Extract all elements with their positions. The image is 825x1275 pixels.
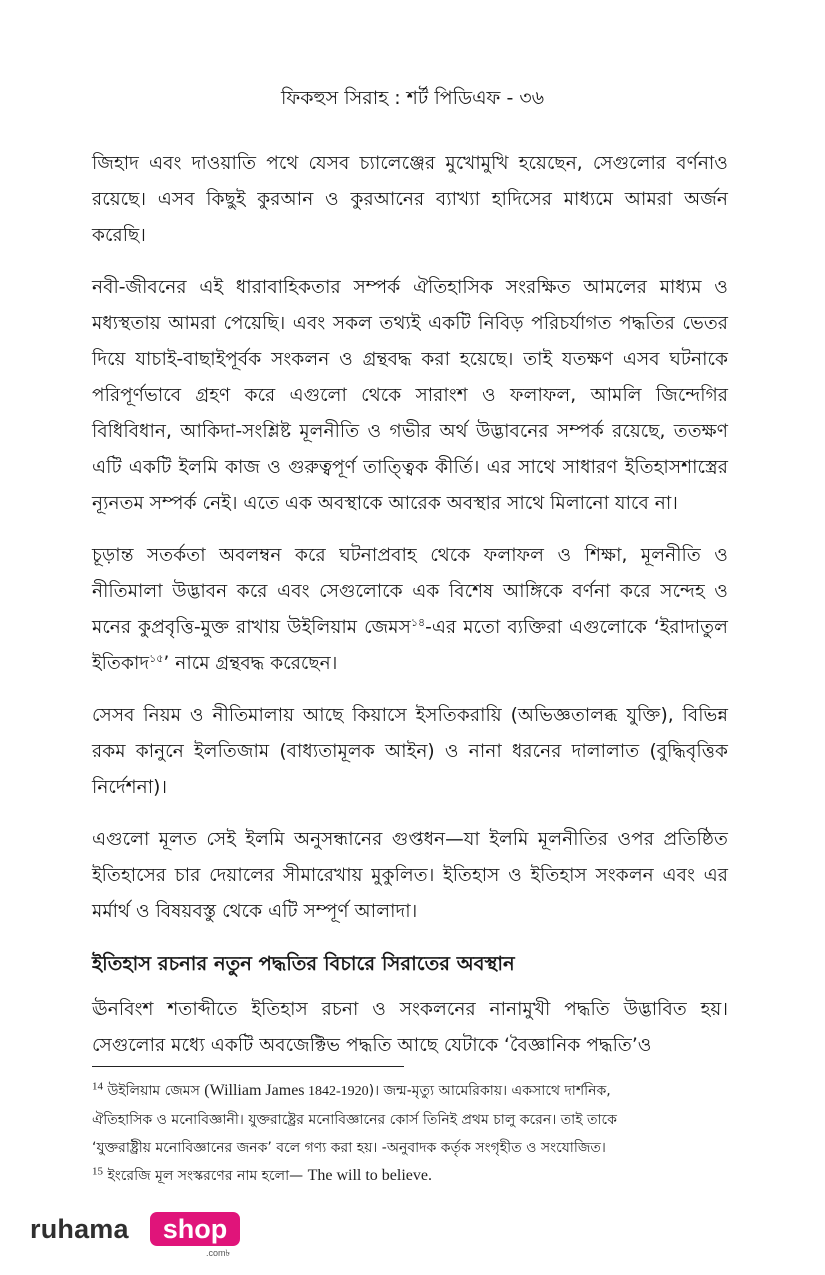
main-text [92,146,728,1080]
footnote-14-line-2: ঐতিহাসিক ও মনোবিজ্ঞানী। যুক্তরাষ্ট্রের মনোবিজ্ঞানের কোর্স তিনিই প্রথম চালু করেন। তাই তাকে [92,1112,617,1128]
footnote-15-latin: The will to believe. [307,1167,432,1184]
logo-shop-text: shop [162,1214,228,1244]
ruhamashop-logo [30,1210,230,1258]
footnote-14-line-3: ‘যুক্তরাষ্ট্রীয় মনোবিজ্ঞানের জনক’ বলে গণ্য করা হয়। -অনুবাদক কর্তৃক সংগৃহীত ও সংযোজিত। [92,1140,606,1156]
paragraph-3-text-c: ’ নামে গ্রন্থবদ্ধ করেছেন। [163,653,338,674]
footnote-15-number: 15 [92,1165,103,1178]
logo-shop-badge [150,1212,240,1246]
page-header [0,84,825,112]
footnote-divider [92,1066,404,1067]
section-heading: ইতিহাস রচনার নতুন পদ্ধতির বিচারে সিরাতের অবস্থান [92,952,515,975]
paragraph-1: জিহাদ এবং দাওয়াতি পথে যেসব চ্যালেঞ্জের মুখোমুখি হয়েছেন, সেগুলোর বর্ণনাও রয়েছে। এসব কিছুই কুরআন ও কুরআনের ব্যাখ্যা হাদিসের মাধ্যমে আমরা অর্জন করেছি। [92,153,728,246]
logo-domain-text: .com৳ [206,1248,230,1258]
footnotes [92,1077,742,1190]
paragraph-6: ঊনবিংশ শতাব্দীতে ইতিহাস রচনা ও সংকলনের নানামুখী পদ্ধতি উদ্ভাবিত হয়। সেগুলোর মধ্যে একটি অবজেক্টিভ পদ্ধতি আছে যেটাকে ‘বৈজ্ঞানিক পদ্ধতি’ও [92,999,728,1056]
footnote-14-text-a: উইলিয়াম জেমস [103,1083,205,1099]
paragraph-4: সেসব নিয়ম ও নীতিমালায় আছে কিয়াসে ইসতিকরায়ি (অভিজ্ঞতালব্ধ যুক্তি), বিভিন্ন রকম কানুনে ইলতিজাম (বাধ্যতামূলক আইন) ও নানা ধরনের দালালাত (বুদ্ধিবৃত্তিক নির্দেশনা)। [92,705,728,798]
paragraph-3-text-b: -এর মতো ব্যক্তিরা এগুলোকে ‘ইরাদাতুল ইতিকাদ [92,617,728,674]
paragraph-2: নবী-জীবনের এই ধারাবাহিকতার সম্পর্ক ঐতিহাসিক সংরক্ষিত আমলের মাধ্যম ও মধ্যস্থতায় আমরা পেয়েছি। এবং সকল তথ্যই একটি নিবিড় পরিচর্যাগত পদ্ধতির ভেতর দিয়ে যাচাই-বাছাইপূর্বক সংকলন ও গ্রন্থবদ্ধ করা হয়েছে। তাই যতক্ষণ এসব ঘটনাকে পরিপূর্ণভাবে গ্রহণ করে এগুলো থেকে সারাংশ ও ফলাফল, আমলি জিন্দেগির বিধিবিধান, আকিদা-সংশ্লিষ্ট মূলনীতি ও গভীর অর্থ উদ্ভাবনের সম্পর্ক রয়েছে, ততক্ষণ এটি একটি ইলমি কাজ ও গুরুত্বপূর্ণ তাত্ত্বিক কীর্তি। এর সাথে সাধারণ ইতিহাসশাস্ত্রের ন্যূনতম সম্পর্ক নেই। এতে এক অবস্থাকে আরেক অবস্থার সাথে মিলানো যাবে না। [92,277,728,514]
footnote-ref-15[interactable]: ১৫ [149,651,164,665]
paragraph-3-text-a: চূড়ান্ত সতর্কতা অবলম্বন করে ঘটনাপ্রবাহ থেকে ফলাফল ও শিক্ষা, মূলনীতি ও নীতিমালা উদ্ভাবন করে এবং সেগুলোকে এক বিশেষ আঙ্গিকে বর্ণনা করে সন্দেহ ও মনের কুপ্রবৃত্তি-মুক্ত রাখায় উইলিয়াম জেমস [92,545,728,638]
footnote-14-years: 1842-1920 [304,1084,369,1099]
running-title: ফিকহুস সিরাহ : শর্ট পিডিএফ - ৩৬ [280,87,545,109]
logo-ruhama-text: ruhama [30,1214,129,1244]
paragraph-3 [92,538,728,682]
footnote-14-number: 14 [92,1080,103,1093]
footnote-ref-14[interactable]: ১৪ [410,615,426,629]
footnote-15-text: ইংরেজি মূল সংস্করণের নাম হলো— [103,1168,308,1184]
paragraph-5: এগুলো মূলত সেই ইলমি অনুসন্ধানের গুপ্তধন—যা ইলমি মূলনীতির ওপর প্রতিষ্ঠিত ইতিহাসের চার দেয়ালের সীমারেখায় মুকুলিত। ইতিহাস ও ইতিহাস সংকলন এবং এর মর্মার্থ ও বিষয়বস্তু থেকে এটি সম্পূর্ণ আলাদা। [92,829,728,922]
footnote-14-latin: (William James [204,1082,305,1099]
footnote-14 [92,1077,742,1106]
footnote-15 [92,1162,742,1190]
footnote-14-text-b: )। জন্ম-মৃত্যু আমেরিকায়। একসাথে দার্শনিক, [368,1083,611,1099]
